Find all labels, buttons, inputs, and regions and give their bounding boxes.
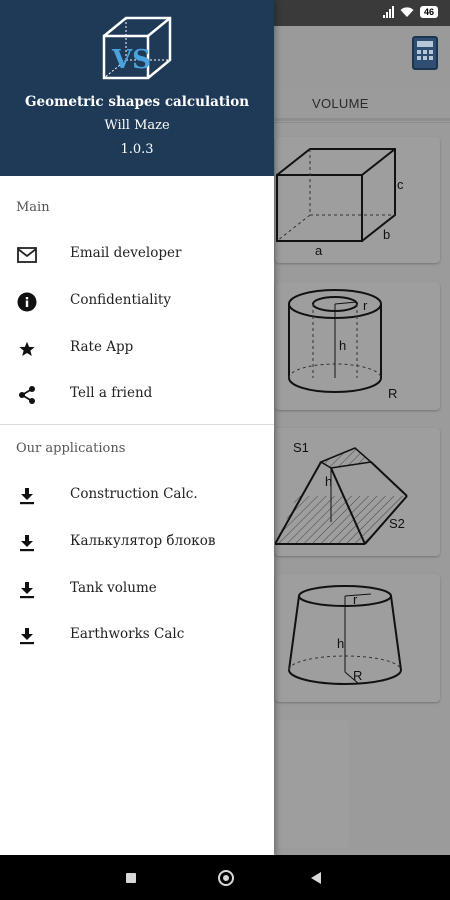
label-a: a: [315, 243, 323, 258]
download-icon: [16, 532, 38, 554]
menu-item-label: Earthworks Calc: [70, 626, 185, 642]
label-h: h: [337, 636, 345, 651]
menu-item-rate-app[interactable]: [0, 326, 274, 370]
menu-item-block-calculator[interactable]: [0, 520, 274, 564]
cuboid-figure: [275, 137, 440, 263]
menu-item-earthworks-calc[interactable]: [0, 613, 274, 657]
label-h: h: [325, 474, 333, 489]
label-b: b: [383, 227, 391, 242]
logo-letters: VS: [112, 45, 151, 75]
battery-icon: 46: [420, 6, 438, 18]
star-icon: [16, 338, 38, 360]
recents-button[interactable]: [126, 873, 136, 883]
label-c: c: [397, 177, 404, 192]
truncated-cone-figure: [275, 574, 440, 702]
shape-card-hollow-cylinder[interactable]: [275, 282, 440, 410]
wifi-icon: [400, 6, 414, 18]
label-h: h: [339, 338, 347, 353]
menu-item-confidentiality[interactable]: [0, 279, 274, 323]
label-r: r: [353, 592, 358, 607]
menu-item-label: Калькулятор блоков: [70, 533, 216, 549]
menu-item-label: Email developer: [70, 245, 182, 261]
tab-volume[interactable]: VOLUME: [312, 96, 369, 111]
app-title: Geometric shapes calculation: [24, 94, 250, 110]
label-R: R: [388, 386, 398, 401]
drawer-header: [0, 0, 274, 176]
frustum-pyramid-figure: [275, 428, 440, 556]
shape-card-frustum-pyramid[interactable]: [275, 428, 440, 556]
menu-item-email-developer[interactable]: [0, 232, 274, 276]
label-R: R: [353, 668, 363, 683]
app-author: Will Maze: [104, 118, 170, 133]
app-version: 1.0.3: [120, 142, 154, 157]
calculator-icon[interactable]: [412, 36, 438, 70]
section-title-our-applications: Our applications: [16, 441, 126, 456]
shape-card-partial[interactable]: [275, 720, 349, 848]
info-icon: [16, 291, 38, 313]
menu-item-label: Tank volume: [70, 580, 157, 596]
label-r: r: [363, 298, 368, 313]
label-S2: S2: [389, 516, 405, 531]
shape-card-truncated-cone[interactable]: [275, 574, 440, 702]
home-button[interactable]: [218, 870, 234, 886]
menu-item-label: Confidentiality: [70, 292, 171, 308]
download-icon: [16, 579, 38, 601]
status-bar: [0, 0, 450, 26]
section-title-main: Main: [16, 200, 50, 215]
tab-indicator: [275, 118, 450, 121]
email-icon: [16, 244, 38, 266]
menu-item-label: Rate App: [70, 339, 134, 355]
signal-icon: [383, 6, 394, 18]
menu-item-label: Construction Calc.: [70, 486, 198, 502]
system-navigation-bar: [0, 855, 450, 900]
download-icon: [16, 485, 38, 507]
hollow-cylinder-figure: [275, 282, 440, 410]
section-divider: [0, 424, 274, 425]
shape-card-cuboid[interactable]: [275, 137, 440, 263]
menu-item-label: Tell a friend: [70, 385, 153, 401]
menu-item-tell-a-friend[interactable]: [0, 372, 274, 416]
back-button[interactable]: [311, 872, 321, 884]
label-S1: S1: [293, 440, 309, 455]
download-icon: [16, 625, 38, 647]
menu-item-tank-volume[interactable]: [0, 567, 274, 611]
menu-item-construction-calc[interactable]: [0, 473, 274, 517]
share-icon: [16, 384, 38, 406]
